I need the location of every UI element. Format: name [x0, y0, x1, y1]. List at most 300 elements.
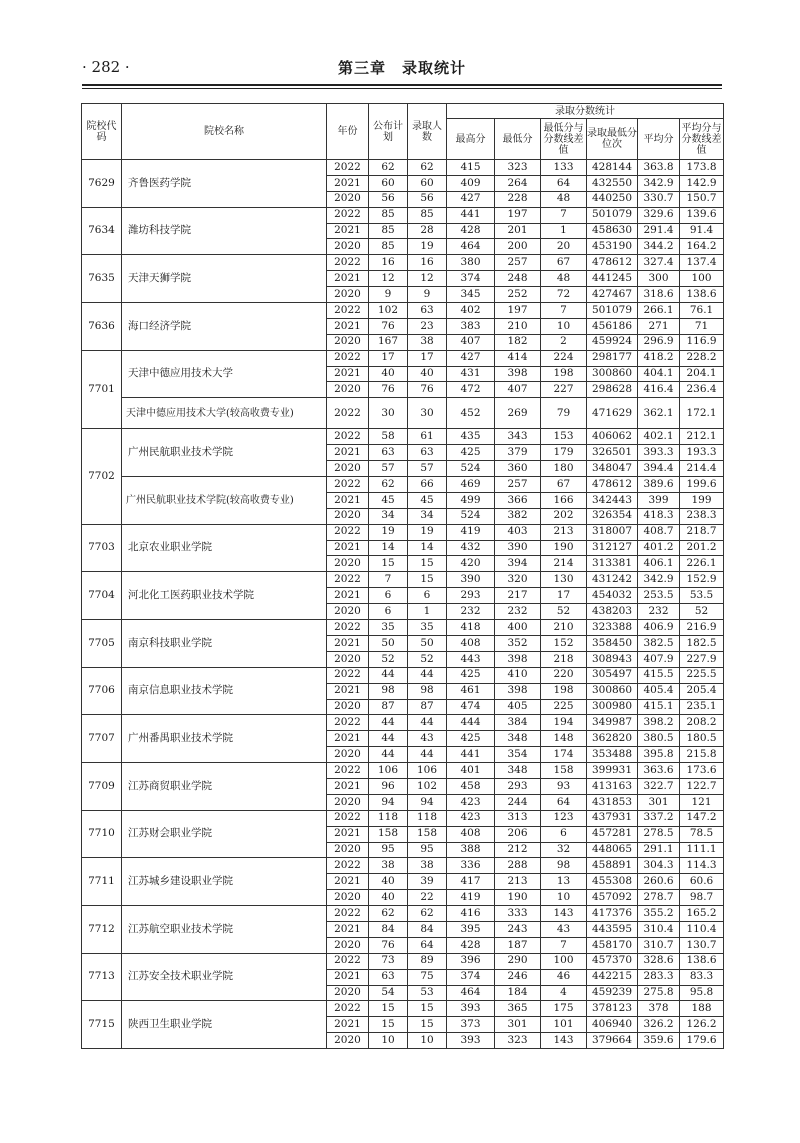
min-diff-cell: 179 — [541, 445, 587, 461]
year-cell: 2020 — [327, 985, 369, 1001]
min-score-cell: 210 — [495, 318, 541, 334]
year-cell: 2021 — [327, 1017, 369, 1033]
year-cell: 2021 — [327, 826, 369, 842]
min-rank-cell: 417376 — [587, 906, 638, 922]
min-diff-cell: 227 — [541, 382, 587, 398]
school-code: 7711 — [82, 858, 122, 906]
max-score-cell: 383 — [447, 318, 495, 334]
max-score-cell: 393 — [447, 1001, 495, 1017]
min-score-cell: 197 — [495, 207, 541, 223]
avg-score-cell: 394.4 — [638, 461, 680, 477]
plan-cell: 15 — [369, 1001, 408, 1017]
avg-score-cell: 310.7 — [638, 937, 680, 953]
max-score-cell: 428 — [447, 937, 495, 953]
min-diff-cell: 17 — [541, 588, 587, 604]
max-score-cell: 472 — [447, 382, 495, 398]
avg-score-cell: 355.2 — [638, 906, 680, 922]
min-diff-cell: 20 — [541, 239, 587, 255]
max-score-cell: 427 — [447, 350, 495, 366]
avg-diff-cell: 235.1 — [680, 699, 724, 715]
min-rank-cell: 326501 — [587, 445, 638, 461]
avg-diff-cell: 208.2 — [680, 715, 724, 731]
max-score-cell: 419 — [447, 890, 495, 906]
plan-cell: 44 — [369, 715, 408, 731]
avg-score-cell: 389.6 — [638, 477, 680, 493]
avg-diff-cell: 236.4 — [680, 382, 724, 398]
table-row — [82, 350, 724, 366]
min-diff-cell: 46 — [541, 969, 587, 985]
year-cell: 2020 — [327, 842, 369, 858]
admitted-cell: 10 — [408, 1033, 447, 1049]
admitted-cell: 75 — [408, 969, 447, 985]
plan-cell: 50 — [369, 635, 408, 651]
year-cell: 2022 — [327, 429, 369, 445]
min-score-cell: 243 — [495, 921, 541, 937]
max-score-cell: 373 — [447, 1017, 495, 1033]
school-code: 7710 — [82, 810, 122, 858]
plan-cell: 16 — [369, 255, 408, 271]
max-score-cell: 393 — [447, 1033, 495, 1049]
min-score-cell: 365 — [495, 1001, 541, 1017]
min-score-cell: 184 — [495, 985, 541, 1001]
avg-diff-cell: 173.6 — [680, 763, 724, 779]
year-cell: 2020 — [327, 1033, 369, 1049]
avg-diff-cell: 193.3 — [680, 445, 724, 461]
plan-cell: 62 — [369, 477, 408, 493]
admitted-cell: 22 — [408, 890, 447, 906]
min-score-cell: 323 — [495, 160, 541, 176]
school-name: 江苏安全技术职业学院 — [122, 953, 327, 1001]
avg-diff-cell: 215.8 — [680, 747, 724, 763]
school-code: 7707 — [82, 715, 122, 763]
avg-diff-cell: 121 — [680, 794, 724, 810]
avg-score-cell: 232 — [638, 604, 680, 620]
avg-diff-cell: 122.7 — [680, 778, 724, 794]
school-name: 广州民航职业技术学院 — [122, 429, 327, 477]
min-rank-cell: 455308 — [587, 874, 638, 890]
year-cell: 2020 — [327, 334, 369, 350]
min-score-cell: 343 — [495, 429, 541, 445]
plan-cell: 96 — [369, 778, 408, 794]
plan-cell: 58 — [369, 429, 408, 445]
school-name: 潍坊科技学院 — [122, 207, 327, 255]
max-score-cell: 435 — [447, 429, 495, 445]
header-rule-thin — [82, 88, 722, 89]
min-diff-cell: 174 — [541, 747, 587, 763]
max-score-cell: 402 — [447, 303, 495, 319]
min-score-cell: 333 — [495, 906, 541, 922]
avg-diff-cell: 212.1 — [680, 429, 724, 445]
min-score-cell: 398 — [495, 683, 541, 699]
header-year: 年份 — [327, 104, 369, 160]
min-diff-cell: 79 — [541, 398, 587, 429]
plan-cell: 85 — [369, 207, 408, 223]
avg-diff-cell: 78.5 — [680, 826, 724, 842]
min-score-cell: 252 — [495, 287, 541, 303]
min-rank-cell: 437931 — [587, 810, 638, 826]
year-cell: 2022 — [327, 763, 369, 779]
year-cell: 2021 — [327, 635, 369, 651]
max-score-cell: 374 — [447, 271, 495, 287]
avg-score-cell: 304.3 — [638, 858, 680, 874]
min-diff-cell: 1 — [541, 223, 587, 239]
plan-cell: 73 — [369, 953, 408, 969]
table-row — [82, 572, 724, 588]
max-score-cell: 425 — [447, 445, 495, 461]
year-cell: 2022 — [327, 953, 369, 969]
admitted-cell: 44 — [408, 747, 447, 763]
min-score-cell: 400 — [495, 620, 541, 636]
min-diff-cell: 67 — [541, 477, 587, 493]
min-score-cell: 248 — [495, 271, 541, 287]
max-score-cell: 441 — [447, 207, 495, 223]
avg-diff-cell: 126.2 — [680, 1017, 724, 1033]
header-max: 最高分 — [447, 119, 495, 160]
max-score-cell: 474 — [447, 699, 495, 715]
year-cell: 2021 — [327, 731, 369, 747]
admitted-cell: 84 — [408, 921, 447, 937]
year-cell: 2020 — [327, 890, 369, 906]
avg-score-cell: 398.2 — [638, 715, 680, 731]
avg-score-cell: 283.3 — [638, 969, 680, 985]
year-cell: 2021 — [327, 223, 369, 239]
header-min-diff: 最低分与分数线差值 — [541, 119, 587, 160]
year-cell: 2020 — [327, 382, 369, 398]
min-diff-cell: 225 — [541, 699, 587, 715]
min-diff-cell: 158 — [541, 763, 587, 779]
school-code: 7634 — [82, 207, 122, 255]
admitted-cell: 15 — [408, 572, 447, 588]
plan-cell: 52 — [369, 651, 408, 667]
year-cell: 2020 — [327, 747, 369, 763]
school-code: 7629 — [82, 160, 122, 208]
max-score-cell: 428 — [447, 223, 495, 239]
year-cell: 2020 — [327, 461, 369, 477]
school-name: 江苏财会职业学院 — [122, 810, 327, 858]
admitted-cell: 57 — [408, 461, 447, 477]
max-score-cell: 408 — [447, 826, 495, 842]
admitted-cell: 66 — [408, 477, 447, 493]
avg-diff-cell: 100 — [680, 271, 724, 287]
avg-diff-cell: 116.9 — [680, 334, 724, 350]
table-row — [82, 303, 724, 319]
min-rank-cell: 308943 — [587, 651, 638, 667]
min-diff-cell: 7 — [541, 303, 587, 319]
min-diff-cell: 7 — [541, 937, 587, 953]
avg-diff-cell: 114.3 — [680, 858, 724, 874]
plan-cell: 40 — [369, 890, 408, 906]
avg-score-cell: 322.7 — [638, 778, 680, 794]
plan-cell: 76 — [369, 382, 408, 398]
school-code: 7701 — [82, 350, 122, 429]
admitted-cell: 62 — [408, 160, 447, 176]
table-row — [82, 906, 724, 922]
admitted-cell: 158 — [408, 826, 447, 842]
avg-diff-cell: 138.6 — [680, 953, 724, 969]
plan-cell: 63 — [369, 445, 408, 461]
min-score-cell: 366 — [495, 492, 541, 508]
avg-diff-cell: 173.8 — [680, 160, 724, 176]
plan-cell: 84 — [369, 921, 408, 937]
year-cell: 2022 — [327, 810, 369, 826]
min-diff-cell: 166 — [541, 492, 587, 508]
min-score-cell: 293 — [495, 778, 541, 794]
school-name: 海口经济学院 — [122, 303, 327, 351]
admitted-cell: 35 — [408, 620, 447, 636]
admitted-cell: 28 — [408, 223, 447, 239]
year-cell: 2021 — [327, 778, 369, 794]
school-code: 7635 — [82, 255, 122, 303]
table-body — [82, 160, 724, 1049]
plan-cell: 158 — [369, 826, 408, 842]
year-cell: 2021 — [327, 318, 369, 334]
avg-score-cell: 363.8 — [638, 160, 680, 176]
school-code: 7702 — [82, 429, 122, 524]
school-code: 7636 — [82, 303, 122, 351]
avg-score-cell: 418.2 — [638, 350, 680, 366]
max-score-cell: 441 — [447, 747, 495, 763]
avg-score-cell: 362.1 — [638, 398, 680, 429]
min-diff-cell: 152 — [541, 635, 587, 651]
max-score-cell: 423 — [447, 810, 495, 826]
plan-cell: 38 — [369, 858, 408, 874]
min-diff-cell: 224 — [541, 350, 587, 366]
min-score-cell: 348 — [495, 763, 541, 779]
plan-cell: 76 — [369, 937, 408, 953]
avg-score-cell: 401.2 — [638, 540, 680, 556]
year-cell: 2020 — [327, 191, 369, 207]
school-name: 江苏城乡建设职业学院 — [122, 858, 327, 906]
avg-diff-cell: 139.6 — [680, 207, 724, 223]
avg-diff-cell: 164.2 — [680, 239, 724, 255]
min-rank-cell: 438203 — [587, 604, 638, 620]
min-score-cell: 257 — [495, 255, 541, 271]
min-rank-cell: 454032 — [587, 588, 638, 604]
year-cell: 2021 — [327, 271, 369, 287]
max-score-cell: 443 — [447, 651, 495, 667]
school-code: 7709 — [82, 763, 122, 811]
min-diff-cell: 213 — [541, 524, 587, 540]
min-diff-cell: 218 — [541, 651, 587, 667]
min-score-cell: 264 — [495, 175, 541, 191]
admitted-cell: 61 — [408, 429, 447, 445]
max-score-cell: 395 — [447, 921, 495, 937]
min-diff-cell: 32 — [541, 842, 587, 858]
max-score-cell: 232 — [447, 604, 495, 620]
min-score-cell: 410 — [495, 667, 541, 683]
admitted-cell: 64 — [408, 937, 447, 953]
min-diff-cell: 4 — [541, 985, 587, 1001]
plan-cell: 56 — [369, 191, 408, 207]
admitted-cell: 19 — [408, 239, 447, 255]
admitted-cell: 50 — [408, 635, 447, 651]
admitted-cell: 118 — [408, 810, 447, 826]
max-score-cell: 380 — [447, 255, 495, 271]
year-cell: 2020 — [327, 937, 369, 953]
school-name: 天津中德应用技术大学(较高收费专业) — [122, 398, 327, 429]
header-avg-diff: 平均分与分数线差值 — [680, 119, 724, 160]
min-rank-cell: 379664 — [587, 1033, 638, 1049]
max-score-cell: 293 — [447, 588, 495, 604]
min-rank-cell: 471629 — [587, 398, 638, 429]
year-cell: 2021 — [327, 874, 369, 890]
admission-table — [81, 103, 724, 1049]
min-score-cell: 213 — [495, 874, 541, 890]
min-diff-cell: 100 — [541, 953, 587, 969]
max-score-cell: 461 — [447, 683, 495, 699]
min-rank-cell: 458170 — [587, 937, 638, 953]
min-rank-cell: 459924 — [587, 334, 638, 350]
min-rank-cell: 298628 — [587, 382, 638, 398]
year-cell: 2020 — [327, 651, 369, 667]
min-diff-cell: 67 — [541, 255, 587, 271]
min-diff-cell: 2 — [541, 334, 587, 350]
table-row — [82, 715, 724, 731]
admitted-cell: 89 — [408, 953, 447, 969]
min-rank-cell: 406062 — [587, 429, 638, 445]
school-name: 天津中德应用技术大学 — [122, 350, 327, 398]
school-code: 7715 — [82, 1001, 122, 1049]
avg-diff-cell: 138.6 — [680, 287, 724, 303]
admitted-cell: 45 — [408, 492, 447, 508]
min-diff-cell: 210 — [541, 620, 587, 636]
year-cell: 2022 — [327, 477, 369, 493]
school-code: 7713 — [82, 953, 122, 1001]
admitted-cell: 30 — [408, 398, 447, 429]
admitted-cell: 6 — [408, 588, 447, 604]
max-score-cell: 415 — [447, 160, 495, 176]
plan-cell: 14 — [369, 540, 408, 556]
admitted-cell: 34 — [408, 508, 447, 524]
page-number: · 282 · — [82, 58, 130, 76]
avg-diff-cell: 91.4 — [680, 223, 724, 239]
avg-score-cell: 326.2 — [638, 1017, 680, 1033]
min-score-cell: 301 — [495, 1017, 541, 1033]
year-cell: 2022 — [327, 524, 369, 540]
max-score-cell: 464 — [447, 985, 495, 1001]
min-diff-cell: 6 — [541, 826, 587, 842]
min-rank-cell: 318007 — [587, 524, 638, 540]
school-name: 广州民航职业技术学院(较高收费专业) — [122, 477, 327, 525]
plan-cell: 30 — [369, 398, 408, 429]
min-rank-cell: 326354 — [587, 508, 638, 524]
max-score-cell: 469 — [447, 477, 495, 493]
avg-diff-cell: 216.9 — [680, 620, 724, 636]
min-score-cell: 352 — [495, 635, 541, 651]
avg-score-cell: 300 — [638, 271, 680, 287]
min-rank-cell: 323388 — [587, 620, 638, 636]
plan-cell: 45 — [369, 492, 408, 508]
admitted-cell: 43 — [408, 731, 447, 747]
min-rank-cell: 305497 — [587, 667, 638, 683]
table-row — [82, 429, 724, 445]
year-cell: 2022 — [327, 572, 369, 588]
school-name: 江苏商贸职业学院 — [122, 763, 327, 811]
min-rank-cell: 457092 — [587, 890, 638, 906]
header-rank: 录取最低分位次 — [587, 119, 638, 160]
avg-score-cell: 415.5 — [638, 667, 680, 683]
max-score-cell: 409 — [447, 175, 495, 191]
school-code: 7706 — [82, 667, 122, 715]
year-cell: 2021 — [327, 588, 369, 604]
year-cell: 2022 — [327, 160, 369, 176]
min-score-cell: 384 — [495, 715, 541, 731]
year-cell: 2021 — [327, 969, 369, 985]
year-cell: 2020 — [327, 794, 369, 810]
year-cell: 2022 — [327, 667, 369, 683]
plan-cell: 44 — [369, 667, 408, 683]
min-rank-cell: 300980 — [587, 699, 638, 715]
min-rank-cell: 358450 — [587, 635, 638, 651]
avg-score-cell: 266.1 — [638, 303, 680, 319]
min-diff-cell: 198 — [541, 683, 587, 699]
min-score-cell: 232 — [495, 604, 541, 620]
school-code: 7704 — [82, 572, 122, 620]
avg-diff-cell: 214.4 — [680, 461, 724, 477]
max-score-cell: 345 — [447, 287, 495, 303]
min-score-cell: 182 — [495, 334, 541, 350]
admitted-cell: 39 — [408, 874, 447, 890]
admitted-cell: 85 — [408, 207, 447, 223]
avg-score-cell: 404.1 — [638, 366, 680, 382]
max-score-cell: 336 — [447, 858, 495, 874]
min-rank-cell: 448065 — [587, 842, 638, 858]
min-rank-cell: 478612 — [587, 255, 638, 271]
min-diff-cell: 10 — [541, 890, 587, 906]
max-score-cell: 444 — [447, 715, 495, 731]
admitted-cell: 53 — [408, 985, 447, 1001]
max-score-cell: 464 — [447, 239, 495, 255]
header-code: 院校代码 — [82, 104, 122, 160]
min-score-cell: 382 — [495, 508, 541, 524]
table-row — [82, 620, 724, 636]
year-cell: 2022 — [327, 715, 369, 731]
min-score-cell: 390 — [495, 540, 541, 556]
year-cell: 2022 — [327, 1001, 369, 1017]
admitted-cell: 44 — [408, 667, 447, 683]
avg-diff-cell: 204.1 — [680, 366, 724, 382]
min-rank-cell: 300860 — [587, 683, 638, 699]
max-score-cell: 499 — [447, 492, 495, 508]
min-diff-cell: 202 — [541, 508, 587, 524]
min-rank-cell: 312127 — [587, 540, 638, 556]
table-row — [82, 207, 724, 223]
admitted-cell: 1 — [408, 604, 447, 620]
admitted-cell: 87 — [408, 699, 447, 715]
school-name: 北京农业职业学院 — [122, 524, 327, 572]
max-score-cell: 524 — [447, 461, 495, 477]
year-cell: 2021 — [327, 921, 369, 937]
avg-diff-cell: 180.5 — [680, 731, 724, 747]
plan-cell: 167 — [369, 334, 408, 350]
admitted-cell: 44 — [408, 715, 447, 731]
min-rank-cell: 432550 — [587, 175, 638, 191]
avg-score-cell: 380.5 — [638, 731, 680, 747]
min-diff-cell: 93 — [541, 778, 587, 794]
school-name: 南京信息职业技术学院 — [122, 667, 327, 715]
max-score-cell: 423 — [447, 794, 495, 810]
chapter-title: 第三章 录取统计 — [337, 59, 466, 77]
avg-diff-cell: 182.5 — [680, 635, 724, 651]
min-score-cell: 197 — [495, 303, 541, 319]
year-cell: 2020 — [327, 604, 369, 620]
plan-cell: 62 — [369, 906, 408, 922]
avg-score-cell: 393.3 — [638, 445, 680, 461]
avg-diff-cell: 137.4 — [680, 255, 724, 271]
avg-score-cell: 344.2 — [638, 239, 680, 255]
avg-diff-cell: 142.9 — [680, 175, 724, 191]
avg-diff-cell: 147.2 — [680, 810, 724, 826]
